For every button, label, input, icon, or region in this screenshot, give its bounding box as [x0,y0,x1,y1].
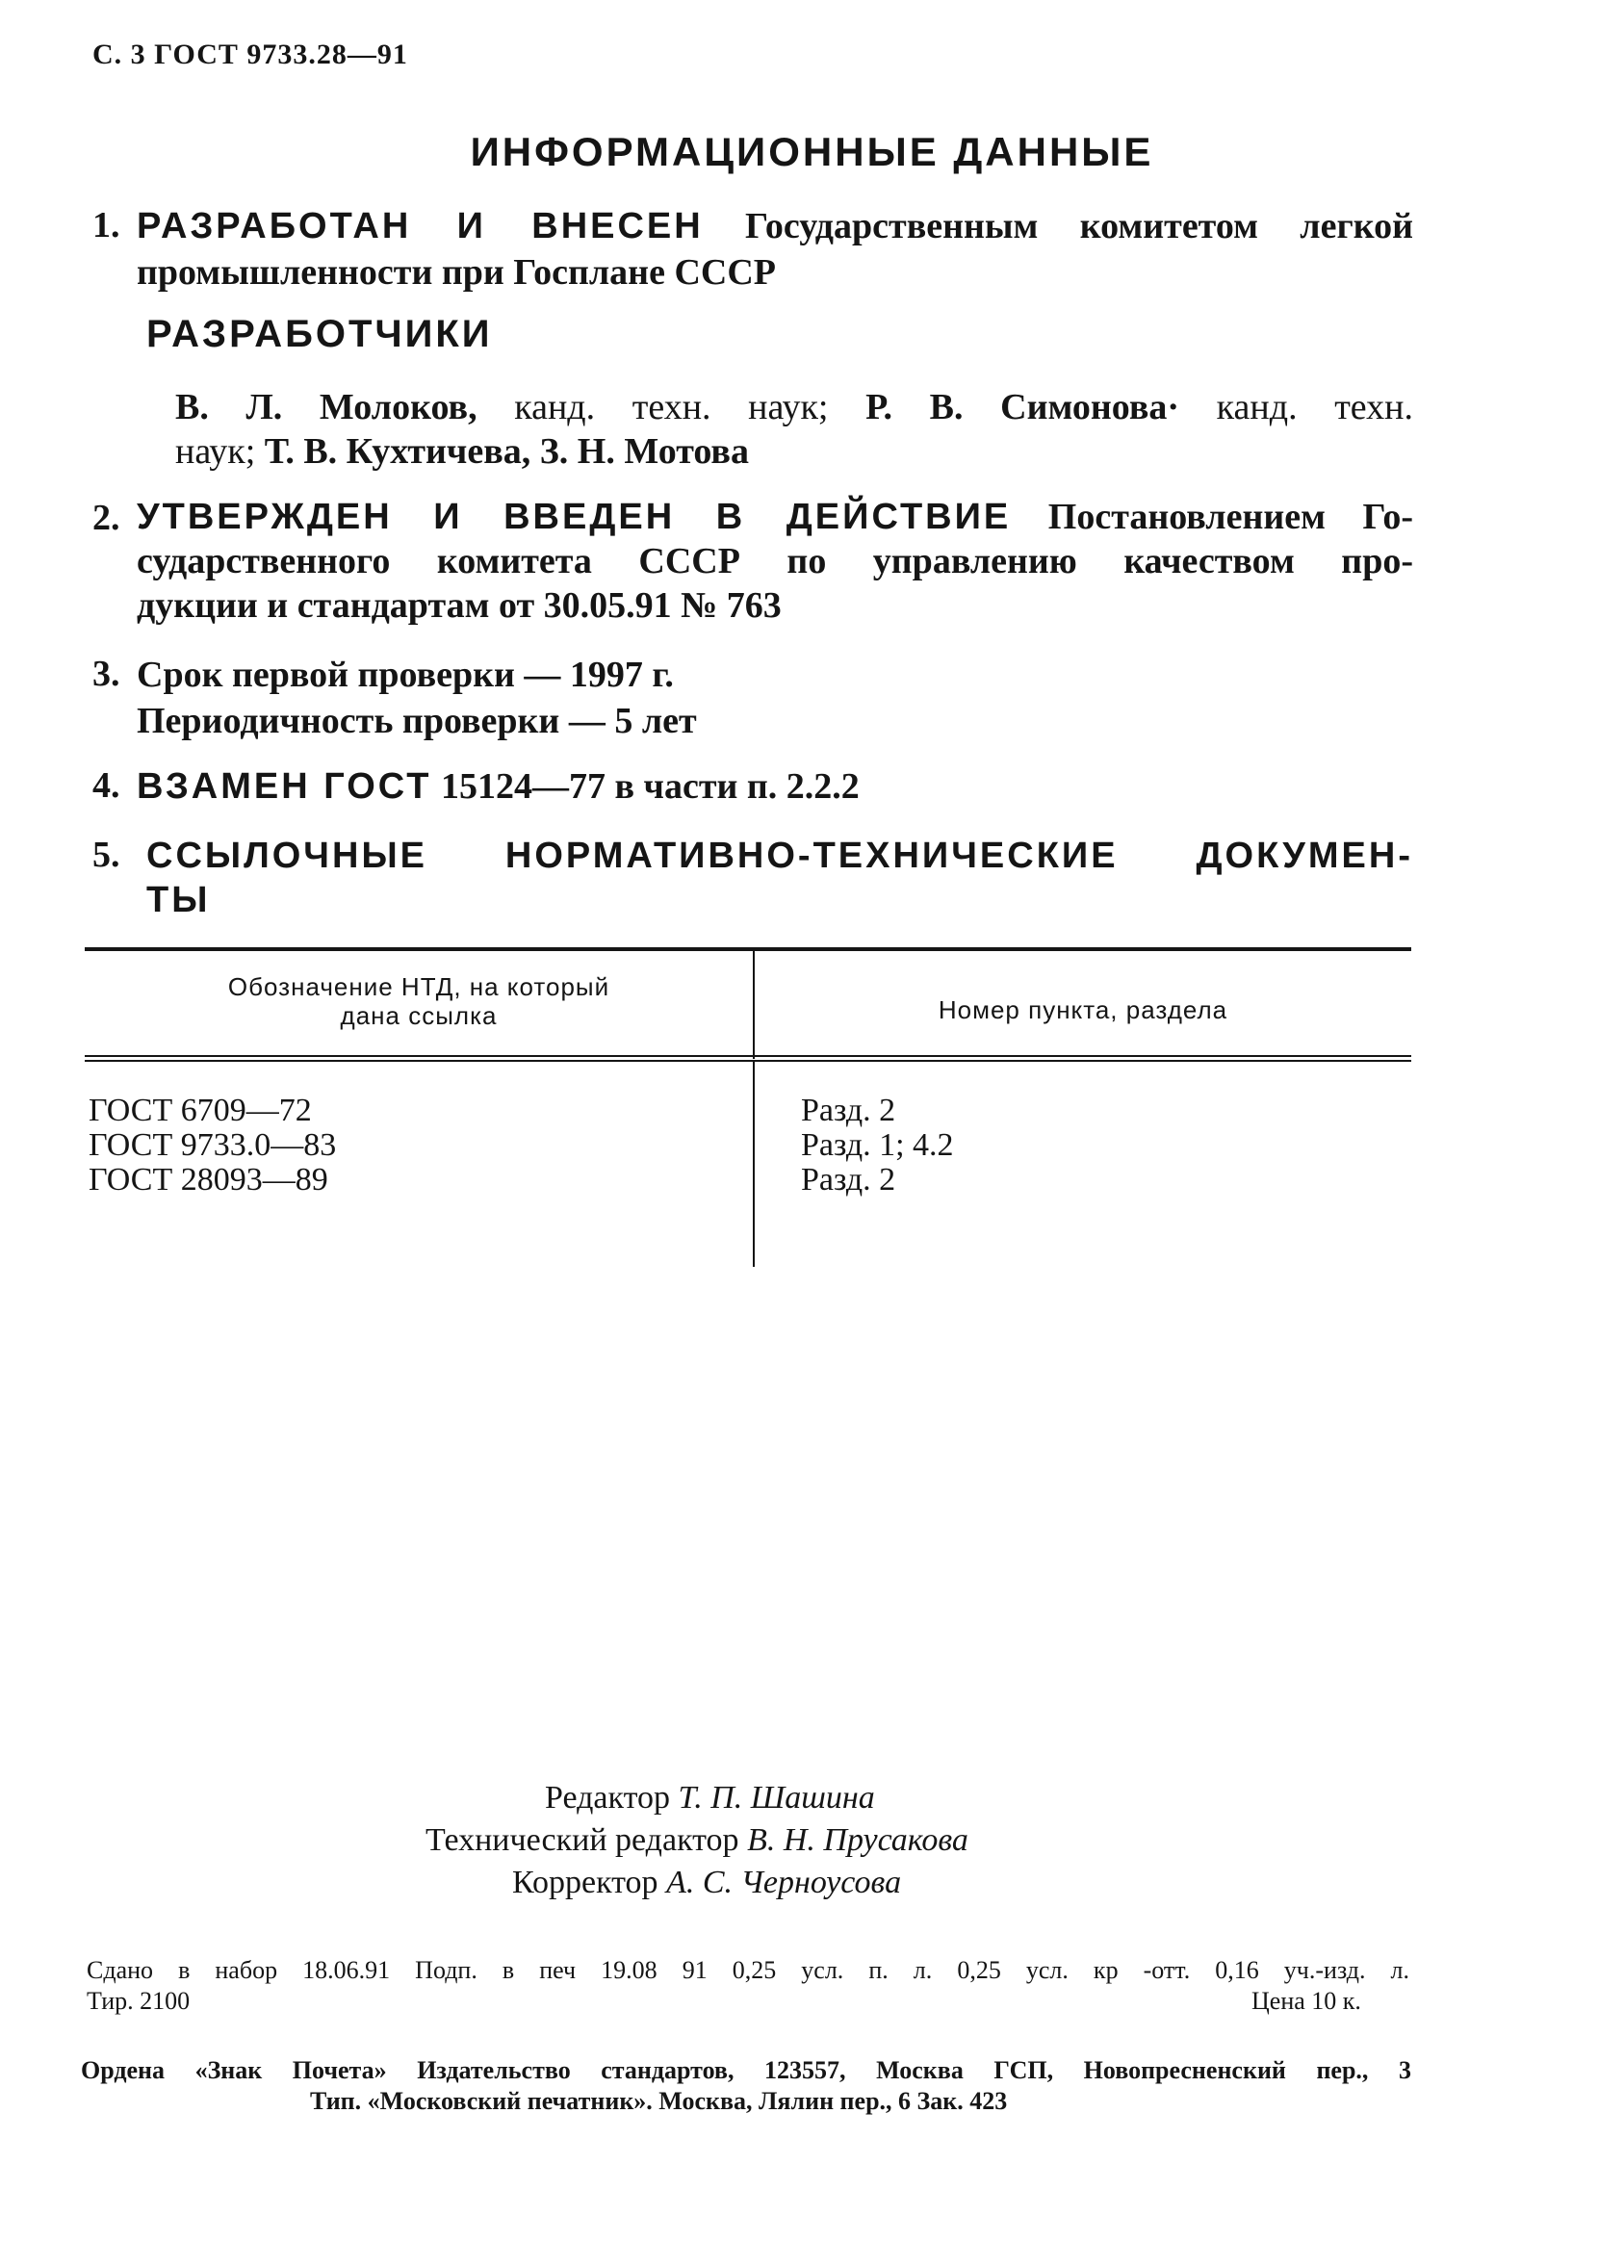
developers-line-1 [175,383,1413,431]
table-header-col-2: Номер пункта, раздела [938,995,1228,1024]
section-1-caps-lead: РАЗРАБОТАН И ВНЕСЕН [137,206,704,246]
section-4-text: 15124—77 в части п. 2.2.2 [441,766,860,807]
section-2-caps-lead: УТВЕРЖДЕН И ВВЕДЕН В ДЕЙСТВИЕ [137,497,1012,537]
table-header-col-1 [85,972,753,1030]
section-4-line [137,762,860,811]
section-2-number: 2. [92,498,120,538]
table-row-2-ref: Разд. 1; 4.2 [801,1127,954,1163]
table-top-rule [85,947,1411,951]
section-2-line-1 [137,493,1413,541]
imprint-print-data: Сдано в набор 18.06.91 Подп. в печ 19.08 91 0,25 усл. п. л. 0,25 усл. кр -отт. 0,16 уч.-изд. л. [87,1956,1409,1984]
table-header-col-1-line-2: дана ссылка [340,1001,498,1030]
developer-degree-3: наук; [175,431,256,472]
table-row-1-ref: Разд. 2 [801,1093,896,1128]
document-title: ИНФОРМАЦИОННЫЕ ДАННЫЕ [470,129,1154,174]
imprint-price: Цена 10 к. [1251,1987,1361,2015]
table-body-col-1 [89,1094,336,1198]
credit-proofreader [512,1862,901,1904]
credit-tech-editor [425,1819,968,1862]
imprint-publisher-text: Ордена «Знак Почета» Издательство стандартов, 123557, Москва ГСП, Новопресненский пер., 3 [81,2056,1411,2084]
section-1-number: 1. [92,205,120,245]
section-3-line-1: Срок первой проверки — 1997 г. [137,655,674,695]
table-header-col-1-line-1: Обозначение НТД, на который [227,972,610,1001]
section-5-line-1 [146,832,1413,880]
section-1-line-1 [137,202,1413,250]
section-2-line-3: дукции и стандартам от 30.05.91 № 763 [137,585,782,626]
credit-tech-editor-name: В. Н. Прусакова [747,1822,968,1858]
credit-tech-editor-label: Технический редактор [425,1822,739,1858]
section-5-number: 5. [92,835,120,875]
developer-name-2: Р. В. Симонова· [865,387,1180,427]
developers-line-2 [175,427,749,476]
section-5-line-1-text: ССЫЛОЧНЫЕ НОРМАТИВНО-ТЕХНИЧЕСКИЕ ДОКУМЕН- [146,836,1413,876]
section-4-caps-lead: ВЗАМЕН ГОСТ [137,766,432,807]
imprint-publisher [81,2056,1411,2085]
imprint-circulation: Тир. 2100 [87,1987,191,2015]
developers-heading: РАЗРАБОТЧИКИ [146,313,493,355]
credit-proofreader-name: А. С. Черноусова [666,1865,902,1900]
section-1-line-2: промышленности при Госплане СССР [137,252,776,293]
developer-degree-1: канд. техн. наук; [514,387,829,427]
table-row-2-doc: ГОСТ 9733.0—83 [89,1127,337,1163]
credit-editor-label: Редактор [545,1780,670,1816]
page-header: С. 3 ГОСТ 9733.28—91 [92,39,408,70]
credit-proofreader-label: Корректор [512,1865,658,1900]
table-body-separator [753,1062,755,1267]
section-2-line-2-text: сударственного комитета СССР по управлению качеством про- [137,541,1413,581]
table-body-col-2 [801,1094,954,1198]
table-row-3-ref: Разд. 2 [801,1162,896,1198]
section-3-line-2: Периодичность проверки — 5 лет [137,701,697,741]
developer-names-3: Т. В. Кухтичева, З. Н. Мотова [264,431,749,472]
credit-editor-name: Т. П. Шашина [678,1780,875,1816]
imprint-line-1 [87,1956,1409,1985]
table-row-1-doc: ГОСТ 6709—72 [89,1093,312,1128]
imprint-printer: Тип. «Московский печатник». Москва, Лялин пер., 6 Зак. 423 [310,2087,1008,2115]
section-2-text: Постановлением Го- [1047,497,1413,537]
section-5-line-2: ТЫ [146,880,211,920]
developer-degree-2: канд. техн. [1216,387,1413,427]
section-1-text: Государственным комитетом легкой [745,206,1414,246]
section-2-line-2 [137,537,1413,585]
table-row-3-doc: ГОСТ 28093—89 [89,1162,328,1198]
credit-editor [545,1777,875,1819]
section-3-number: 3. [92,654,120,694]
section-4-number: 4. [92,765,120,806]
table-header-rule [85,1055,1411,1062]
developer-name-1: В. Л. Молоков, [175,387,477,427]
